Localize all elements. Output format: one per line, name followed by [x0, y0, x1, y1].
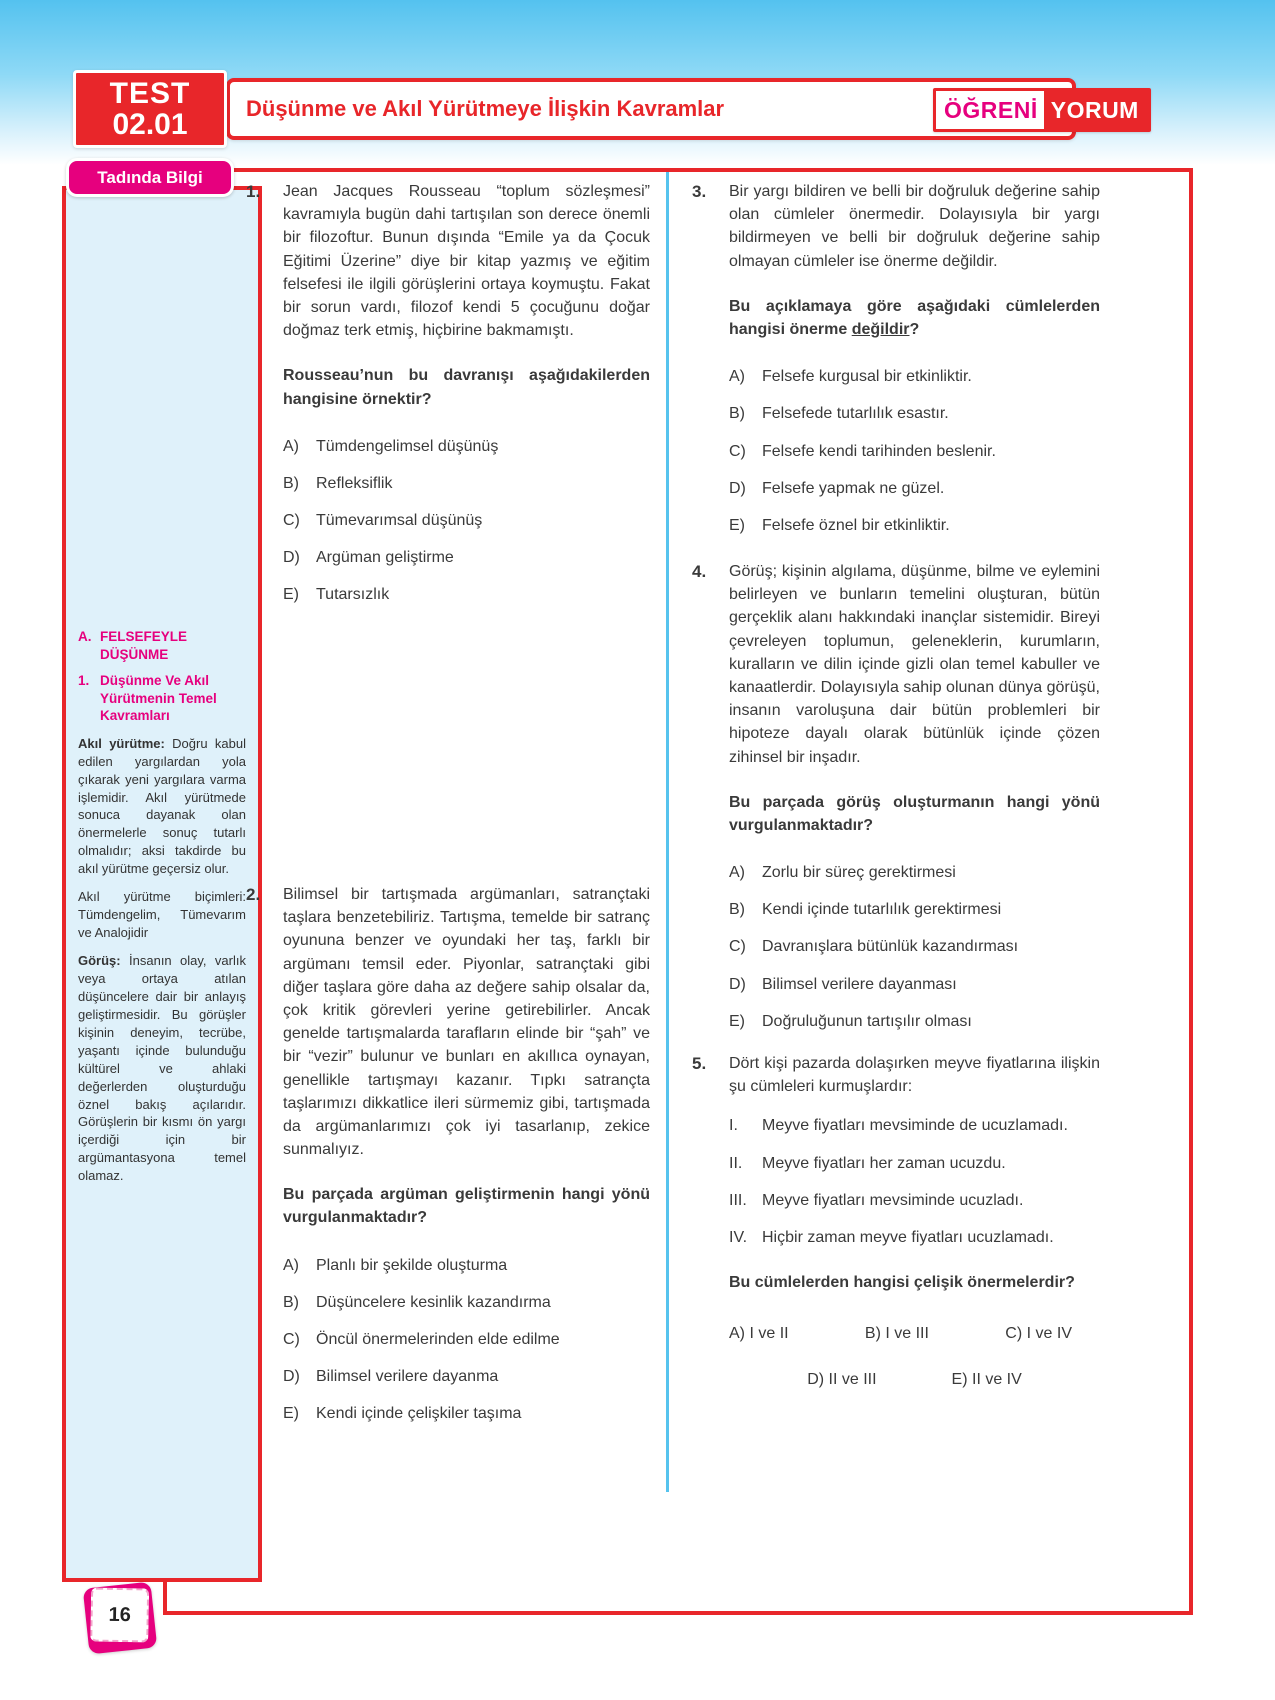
option-b — [283, 472, 650, 495]
outline-marker: A. — [78, 629, 92, 644]
sidebar-content — [78, 628, 246, 1185]
option-text: II ve III — [828, 1370, 877, 1388]
question-4 — [692, 560, 1100, 1047]
option-text: Planlı bir şekilde oluşturma — [316, 1256, 508, 1274]
statement-text: Meyve fiyatları mevsiminde ucuzladı. — [762, 1191, 1024, 1209]
sidebar-paragraph — [78, 888, 246, 942]
option-text: I ve III — [885, 1325, 929, 1343]
option-text: Felsefede tutarlılık esastır. — [762, 405, 949, 423]
question-content — [729, 560, 1100, 1047]
sidebar-paragraph-lead: Görüş: — [78, 953, 121, 969]
option-label: A) — [729, 1325, 745, 1343]
question-content — [729, 180, 1100, 551]
option-label: E) — [283, 1405, 299, 1423]
statement-list — [729, 1114, 1100, 1249]
question-body: Bilimsel bir tartışmada argümanları, satrançtaki taşlara benzetebiliriz. Tartışma, temelde bir satranç oyununa benzer ve oyundaki her taş, farklı bir argümanı temsil eder. Piyonlar, satrançtaki gibi diğer taşlara göre daha az değere sahip olsalar da, çok kritik görevleri yerine getirebilirler. Ancak genelde tartışmalarda tarafların elinde bir “şah” ve bir “vezir” bulunur ve bunları en akıllıca oynayan, genellikle tartışmayı kazanır. Tıpkı satrançta taşlarımızı dikkatlice ileri sürmemiz gibi, tartışmada da argümanlarımızı çok iyi tasarlanıp, zekice sunmalıyız. — [283, 886, 650, 1159]
option-text: Felsefe kendi tarihinden beslenir. — [762, 442, 996, 460]
question-prompt: Bu parçada görüş oluşturmanın hangi yönü vurgulanmaktadır? — [729, 793, 1100, 834]
option-text: Bilimsel verilere dayanma — [316, 1368, 499, 1386]
option-label: A) — [283, 1256, 299, 1274]
options-list — [729, 365, 1100, 537]
option-d — [729, 477, 1100, 500]
options-list — [729, 861, 1100, 1033]
test-label: TEST — [109, 76, 191, 110]
test-code-box — [73, 70, 227, 148]
option-a — [283, 1254, 650, 1277]
statement-text: Meyve fiyatları her zaman ucuzdu. — [762, 1154, 1006, 1172]
statement-3 — [729, 1189, 1100, 1212]
option-label: B) — [729, 405, 745, 423]
sidebar-outline-item-1 — [78, 672, 246, 725]
prompt-suffix: ? — [909, 320, 920, 338]
options-list — [283, 1254, 650, 1426]
sidebar-paragraph-text: Akıl yürütme biçimleri: Tümdengelim, Tümevarım ve Analojidir — [78, 889, 246, 941]
option-b — [729, 898, 1100, 921]
option-c — [283, 509, 650, 532]
option-c — [283, 1328, 650, 1351]
option-e — [952, 1368, 1022, 1391]
option-label: E) — [729, 516, 745, 534]
option-label: E) — [283, 586, 299, 604]
question-body: Dört kişi pazarda dolaşırken meyve fiyatlarına ilişkin şu cümleleri kurmuşlardır: — [729, 1055, 1100, 1096]
option-b — [865, 1322, 929, 1345]
option-label: D) — [807, 1370, 825, 1388]
option-text: Bilimsel verilere dayanması — [762, 975, 957, 993]
option-c — [729, 440, 1100, 463]
option-label: A) — [283, 437, 299, 455]
option-a — [729, 861, 1100, 884]
brand-logo — [933, 88, 1151, 132]
test-number: 02.01 — [112, 108, 188, 141]
question-content — [729, 1052, 1100, 1391]
option-label: D) — [729, 975, 746, 993]
option-e — [729, 1010, 1100, 1033]
option-c — [729, 935, 1100, 958]
option-e — [729, 514, 1100, 537]
option-label: C) — [283, 1331, 300, 1348]
prompt-prefix: Bu açıklamaya göre aşağıdaki cümlelerden hangisi önerme — [729, 297, 1100, 338]
option-label: A) — [729, 368, 745, 386]
option-label: B) — [864, 1325, 881, 1343]
option-c — [1005, 1322, 1072, 1345]
info-badge: Tadında Bilgi — [66, 158, 234, 197]
outline-text: Düşünme Ve Akıl Yürütmenin Temel Kavramları — [100, 673, 217, 724]
question-body: Bir yargı bildiren ve belli bir doğruluk değerine sahip olan cümleler önermedir. Dolayısıyla bir yargı bildirmeyen ve belli bir doğruluk değerine sahip olmayan cümleler ise önerme değildir. — [729, 183, 1100, 270]
option-text: Davranışlara bütünlük kazandırması — [762, 938, 1019, 956]
option-text: Felsefe yapmak ne güzel. — [762, 479, 945, 497]
option-label: E) — [729, 1012, 745, 1030]
question-prompt — [729, 295, 1100, 341]
option-text: Düşüncelere kesinlik kazandırma — [316, 1293, 551, 1311]
statement-text: Hiçbir zaman meyve fiyatları ucuzlamadı. — [762, 1228, 1054, 1246]
sidebar-paragraph-text: Doğru kabul edilen yargılardan yola çıkarak yeni yargılara varma işlemidir. Akıl yürütmede sonuca dayanak olan önermelerle sonuç tutarlı olmalıdır; aksi takdirde bu akıl yürütme geçersiz olur. — [78, 735, 246, 877]
option-label: C) — [729, 938, 746, 956]
question-number: 1. — [246, 182, 261, 201]
option-d — [729, 973, 1100, 996]
statement-1 — [729, 1114, 1100, 1137]
option-text: Kendi içinde çelişkiler taşıma — [316, 1405, 522, 1423]
option-text: Kendi içinde tutarlılık gerektirmesi — [762, 901, 1002, 919]
question-number: 5. — [692, 1054, 707, 1073]
question-5 — [692, 1052, 1100, 1391]
question-1 — [246, 180, 650, 621]
question-prompt: Bu cümlelerden hangisi çelişik önermelerdir? — [729, 1274, 1075, 1292]
question-prompt: Rousseau’nun bu davranışı aşağıdakilerden hangisine örnektir? — [283, 367, 650, 408]
option-text: I ve II — [749, 1325, 789, 1343]
option-b — [729, 402, 1100, 425]
option-a — [729, 365, 1100, 388]
option-label: A) — [729, 864, 745, 882]
statement-marker: IV. — [729, 1228, 748, 1246]
statement-marker: II. — [729, 1154, 743, 1172]
option-text: Tümdengelimsel düşünüş — [316, 437, 499, 455]
option-text: Argüman geliştirme — [316, 549, 454, 567]
question-content — [283, 883, 650, 1440]
option-text: Tutarsızlık — [316, 586, 390, 604]
option-label: E) — [951, 1370, 968, 1388]
question-number: 4. — [692, 562, 707, 581]
option-label: B) — [283, 1293, 299, 1311]
option-a — [729, 1322, 789, 1345]
statement-marker: III. — [729, 1191, 747, 1209]
option-label: C) — [1005, 1325, 1023, 1343]
option-label: D) — [283, 549, 300, 567]
question-prompt: Bu parçada argüman geliştirmenin hangi yönü vurgulanmaktadır? — [283, 1186, 650, 1227]
option-text: Felsefe öznel bir etkinliktir. — [762, 516, 950, 534]
statement-4 — [729, 1226, 1100, 1249]
option-label: B) — [729, 901, 745, 919]
sidebar-paragraph — [78, 735, 246, 879]
option-d — [283, 1365, 650, 1388]
question-content — [283, 180, 650, 621]
option-e — [283, 583, 650, 606]
sidebar-paragraph — [78, 952, 246, 1185]
sidebar-paragraph-lead: Akıl yürütme: — [78, 735, 165, 751]
option-text: I ve IV — [1026, 1325, 1072, 1343]
prompt-underlined-word: değildir — [851, 320, 910, 338]
sidebar-outline-item-a — [78, 628, 246, 663]
brand-logo-left: ÖĞRENİ — [936, 91, 1044, 129]
question-body: Görüş; kişinin algılama, düşünme, bilme ve eylemini belirleyen ve bunların temelini oluşturan, bütün gerçeklik alanı hakkındaki inançlar sistemidir. Bireyi çevreleyen toplumun, geleneklerin, kurumların, kuralların ve dilin içinde gizli olan temel kabuller ve kanaatlerdir. Dolayısıyla sahip olunan dünya görüşü, insanın varoluşuna dair bütün problemleri bir hipoteze dayalı olarak bütünlük içinde çözen zihinsel bir inşadır. — [729, 563, 1100, 766]
outline-marker: 1. — [78, 673, 90, 689]
question-number: 2. — [246, 885, 261, 904]
info-sidebar — [62, 186, 262, 1582]
page-number-badge — [83, 1582, 158, 1655]
option-e — [283, 1402, 650, 1425]
column-divider — [666, 172, 669, 1492]
option-text: Felsefe kurgusal bir etkinliktir. — [762, 368, 972, 386]
option-text: Doğruluğunun tartışılır olması — [762, 1012, 972, 1030]
page-title: Düşünme ve Akıl Yürütmeye İlişkin Kavramlar — [246, 96, 725, 121]
question-body: Jean Jacques Rousseau “toplum sözleşmesi” kavramıyla bugün dahi tartışılan son derece önemli bir filozoftur. Bunun dışında “Emile ya da Çocuk Eğitimi Üzerine” diye bir kitap yazmış ve eğitim felsefesi ile ilgili görüşlerini ortaya koymuştu. Fakat bir sorun vardı, filozof kendi 5 çocuğunu doğar doğmaz terk etmiş, hiçbirine bakmamıştı. — [283, 183, 650, 340]
question-3 — [692, 180, 1100, 551]
question-number: 3. — [692, 182, 707, 201]
statement-text: Meyve fiyatları mevsiminde de ucuzlamadı. — [762, 1117, 1068, 1135]
sidebar-paragraph-text: İnsanın olay, varlık veya ortaya atılan düşüncelere dair bir anlayış geliştirmesidir. Bu görüşler kişinin deneyim, tecrübe, yaşantı içinde bulunduğu kültürel ve ahlaki değerlerden oluşturduğu öznel bakış açılarıdır. Görüşlerin bir kısmı ön yargı içerdiği için bir argümantasyona temel olamaz. — [78, 953, 246, 1184]
option-label: D) — [283, 1368, 300, 1386]
options-list — [283, 435, 650, 607]
options-row-1 — [729, 1322, 1100, 1345]
option-text: Tümevarımsal düşünüş — [316, 512, 483, 530]
option-d — [283, 546, 650, 569]
option-text: Refleksiflik — [316, 474, 393, 492]
statement-marker: I. — [729, 1117, 738, 1135]
option-label: D) — [729, 479, 746, 497]
brand-logo-right: YORUM — [1044, 91, 1148, 129]
option-text: Zorlu bir süreç gerektirmesi — [762, 864, 956, 882]
option-b — [283, 1291, 650, 1314]
option-d — [807, 1368, 876, 1391]
option-text: Öncül önermelerinden elde edilme — [316, 1331, 560, 1348]
question-2 — [246, 883, 650, 1440]
statement-2 — [729, 1152, 1100, 1175]
page-number: 16 — [90, 1588, 149, 1643]
option-a — [283, 435, 650, 458]
outline-text: FELSEFEYLE DÜŞÜNME — [100, 629, 188, 662]
options-row-2 — [729, 1368, 1100, 1391]
option-label: C) — [729, 442, 746, 460]
option-text: II ve IV — [972, 1370, 1022, 1388]
option-label: B) — [283, 474, 299, 492]
option-label: C) — [283, 512, 300, 530]
